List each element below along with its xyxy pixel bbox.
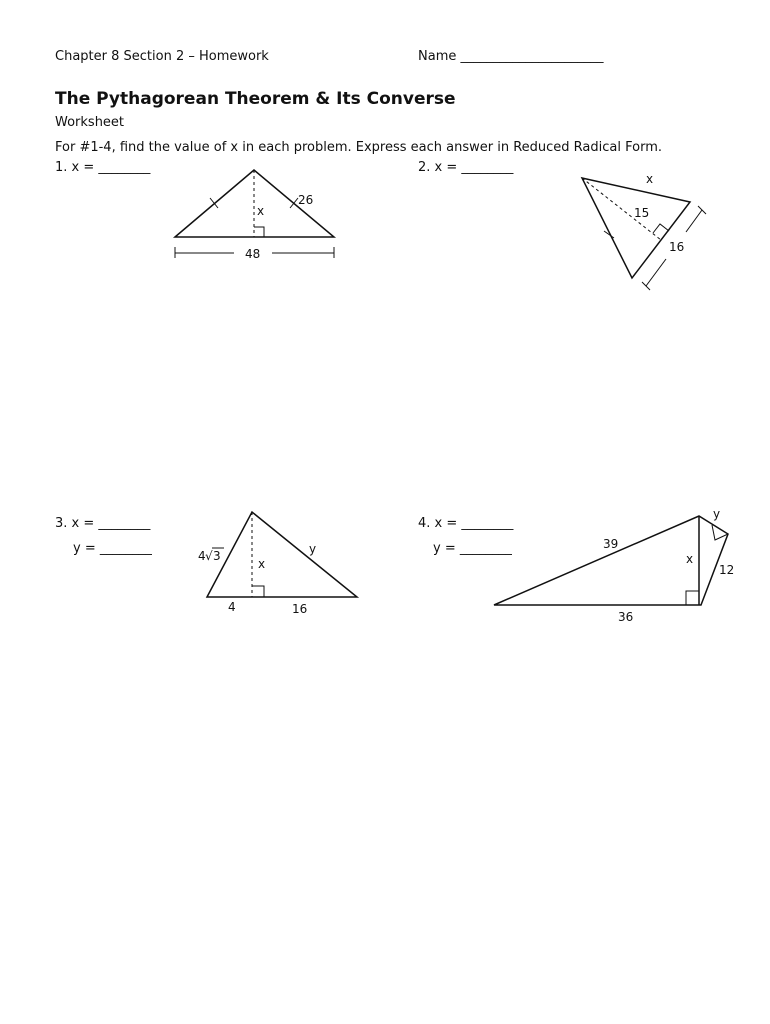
triangle-3-base-right-label: 16 xyxy=(292,602,308,616)
triangle-4-height-label: x xyxy=(686,552,694,566)
triangle-3-left-coef: 4 xyxy=(198,549,206,563)
problem-2-triangle xyxy=(582,172,706,290)
triangle-3-hyp-label: y xyxy=(309,542,317,556)
dimension-line xyxy=(686,210,702,232)
problem-4-y-prompt: y = ________ xyxy=(433,541,512,556)
triangle-2-side-label: 16 xyxy=(669,240,685,254)
instructions: For #1-4, find the value of x in each problem. Express each answer in Reduced Radical Form. xyxy=(55,140,662,155)
triangle-4-hyp-label: 39 xyxy=(603,537,619,551)
name-field-label: Name ______________________ xyxy=(418,49,604,64)
header-chapter: Chapter 8 Section 2 – Homework xyxy=(55,49,269,64)
triangle-2-altitude-label: 15 xyxy=(634,206,650,220)
problem-4-triangle xyxy=(494,507,734,624)
triangle-4-top-label: y xyxy=(713,507,721,521)
triangle-1-side-label: 26 xyxy=(298,193,314,207)
right-angle-mark xyxy=(254,227,264,237)
triangle-2-top-label: x xyxy=(646,172,654,186)
problem-3-y-prompt: y = ________ xyxy=(73,541,152,556)
dimension-line xyxy=(646,259,666,286)
triangle-2-outline xyxy=(582,178,690,278)
right-angle-mark xyxy=(686,591,699,605)
page-title: The Pythagorean Theorem & Its Converse xyxy=(55,89,456,109)
problem-2-x-prompt: 2. x = ________ xyxy=(418,160,514,175)
triangle-4-base-label: 36 xyxy=(618,610,634,624)
problem-3-x-prompt: 3. x = ________ xyxy=(55,516,151,531)
triangle-3-height-label: x xyxy=(258,557,266,571)
triangle-3-base-left-label: 4 xyxy=(228,600,236,614)
problem-4-x-prompt: 4. x = ________ xyxy=(418,516,514,531)
triangle-1-height-label: x xyxy=(257,204,265,218)
page-subtitle: Worksheet xyxy=(55,115,125,130)
problem-1-x-prompt: 1. x = ________ xyxy=(55,160,151,175)
right-angle-mark xyxy=(252,586,264,597)
problem-1-triangle xyxy=(175,170,334,261)
sqrt-symbol-icon: √ xyxy=(205,549,213,563)
triangle-3-outline xyxy=(207,512,357,597)
triangle-4-side-label: 12 xyxy=(719,563,735,577)
triangle-1-base-label: 48 xyxy=(245,247,261,261)
triangle-3-left-radicand: 3 xyxy=(213,549,221,563)
problem-3-triangle xyxy=(198,512,357,616)
